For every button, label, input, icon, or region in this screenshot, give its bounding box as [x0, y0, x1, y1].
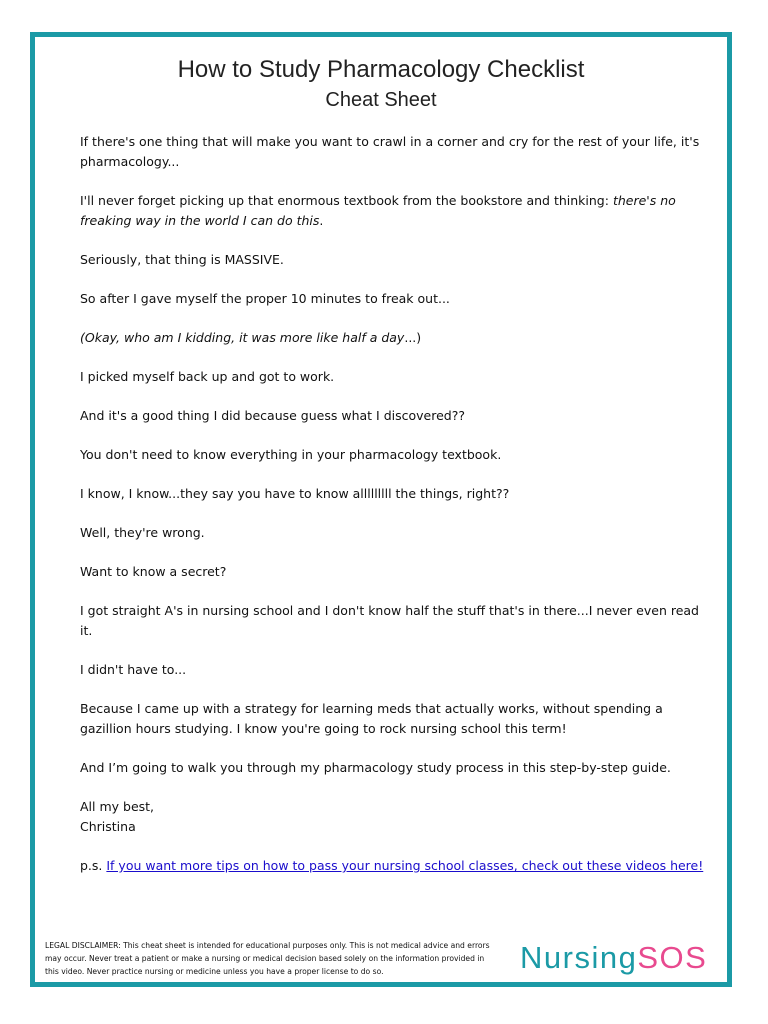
paragraph-2-italic: there's no freaking way in the world I can do this [80, 193, 676, 228]
paragraph-15: And I’m going to walk you through my pharmacology study process in this step-by-step guide. [80, 760, 671, 775]
nursingsos-logo [520, 940, 707, 976]
paragraph-3: Seriously, that thing is MASSIVE. [80, 252, 284, 267]
logo-nursing: Nursing [520, 940, 638, 975]
paragraph-2-end: . [319, 213, 324, 228]
signoff: All my best, [80, 799, 155, 814]
logo-sos: SOS [637, 940, 708, 975]
paragraph-1: If there's one thing that will make you want to crawl in a corner and cry for the rest of your life, it's pharmacology... [80, 134, 700, 169]
paragraph-14: Because I came up with a strategy for learning meds that actually works, without spending a gazillion hours studying. I know you're going to rock nursing school this term! [80, 701, 663, 736]
paragraph-6: I picked myself back up and got to work. [80, 369, 335, 384]
videos-link[interactable]: If you want more tips on how to pass your nursing school classes, check out these videos here! [106, 858, 704, 873]
signoff-block [80, 797, 710, 837]
paragraph-9: I know, I know...they say you have to know alllllllll the things, right?? [80, 486, 510, 501]
paragraph-2-lead: I'll never forget picking up that enormous textbook from the bookstore and thinking: [80, 193, 613, 208]
paragraph-12: I got straight A's in nursing school and I don't know half the stuff that's in there...I never even read it. [80, 603, 699, 638]
paragraph-11: Want to know a secret? [80, 564, 227, 579]
paragraph-5-end: ...) [404, 330, 422, 345]
postscript-prefix: p.s. [80, 858, 107, 873]
postscript [80, 856, 710, 876]
body-text [80, 132, 710, 895]
paragraph-5-italic: (Okay, who am I kidding, it was more like half a day [80, 330, 405, 345]
document-page [30, 32, 732, 987]
paragraph-2 [80, 191, 710, 231]
page-title: How to Study Pharmacology Checklist [177, 56, 585, 83]
paragraph-5 [80, 328, 710, 348]
signature: Christina [80, 819, 136, 834]
paragraph-8: You don't need to know everything in your pharmacology textbook. [80, 447, 502, 462]
paragraph-10: Well, they're wrong. [80, 525, 205, 540]
paragraph-13: I didn't have to... [80, 662, 187, 677]
legal-disclaimer: LEGAL DISCLAIMER: This cheat sheet is intended for educational purposes only. This is not medical advice and errors may occur. Never treat a patient or make a nursing or medical decision based solely on the information provided in this video. Never practice nursing or medicine unless you have a proper license to do so. [45, 941, 490, 976]
paragraph-4: So after I gave myself the proper 10 minutes to freak out... [80, 291, 450, 306]
paragraph-7: And it's a good thing I did because guess what I discovered?? [80, 408, 465, 423]
page-subtitle: Cheat Sheet [325, 89, 437, 111]
